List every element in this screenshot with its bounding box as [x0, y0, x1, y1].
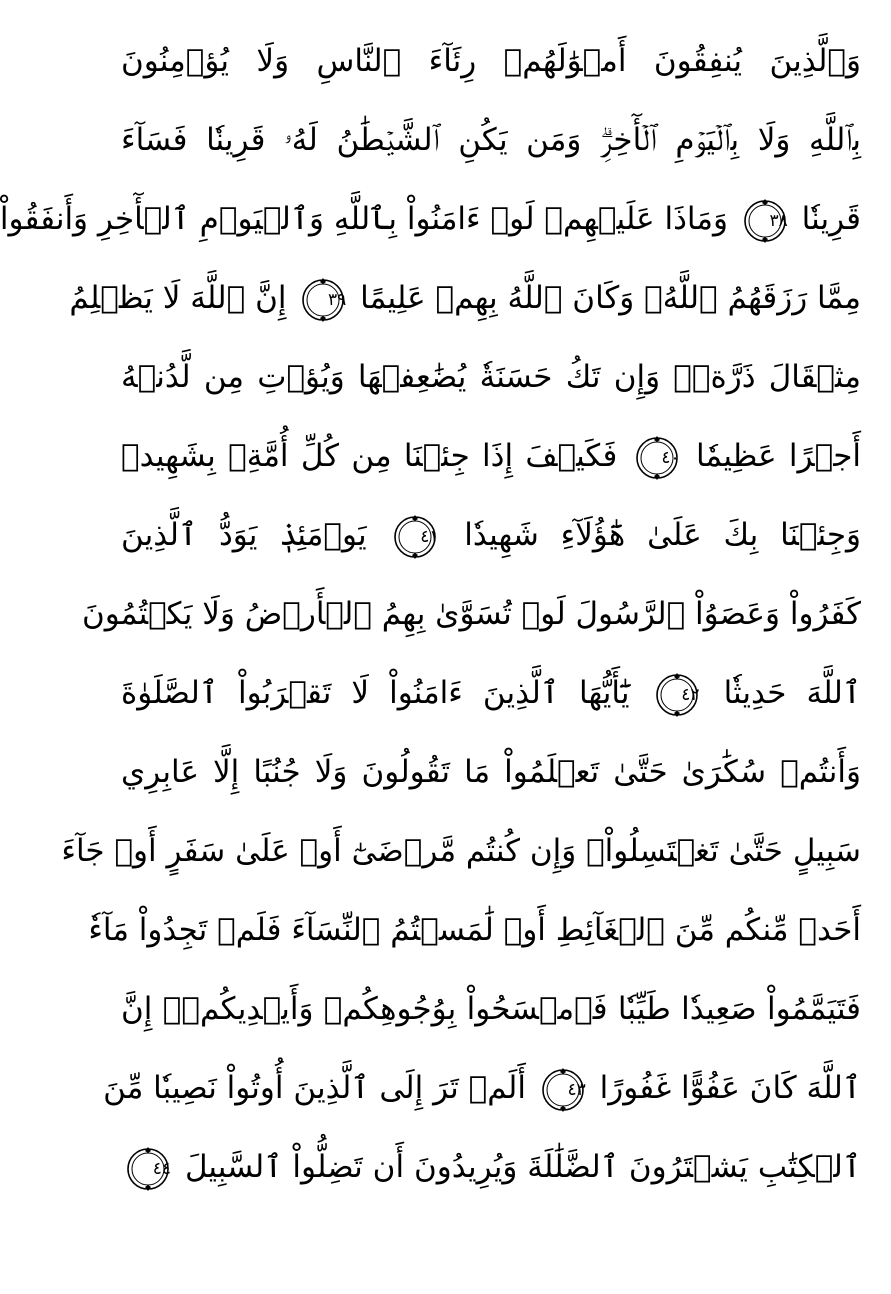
line-text: سَبِيلٍ حَتَّىٰ تَغۡتَسِلُواْۚ وَإِن كُنتُم مَّرۡضَىٰٓ أَوۡ عَلَىٰ سَفَرٍ أَوۡ جَآءَ	[61, 833, 861, 869]
line-text: وَأَنتُمۡ سُكَٰرَىٰ حَتَّىٰ تَعۡلَمُواْ مَا تَقُولُونَ وَلَا جُنُبًا إِلَّا عَابِرِي	[121, 754, 861, 790]
text-line-12	[88, 891, 861, 970]
line-text: مِمَّا رَزَقَهُمُ ٱللَّهُۚ وَكَانَ ٱللَّهُ بِهِمۡ عَلِيمًا	[360, 280, 861, 316]
ayah-end-marker-icon	[654, 672, 700, 718]
line-text: قَرِينٗا	[801, 201, 861, 237]
ayah-number: ٤٢	[681, 684, 700, 705]
line-text-after: يَوۡمَئِذٖ يَوَدُّ ٱلَّذِينَ	[121, 517, 367, 553]
ayah-number: ٣٩	[328, 289, 347, 310]
line-text: أَجۡرًا عَظِيمٗا	[695, 438, 861, 474]
line-text: أَحَدٞ مِّنكُم مِّنَ ٱلۡغَآئِطِ أَوۡ لَٰمَسۡتُمُ ٱلنِّسَآءَ فَلَمۡ تَجِدُواْ مَآءٗ	[88, 912, 861, 948]
text-line-4	[69, 259, 861, 338]
ayah-number: ٣٨	[769, 210, 788, 231]
ayah-end-marker-icon	[125, 1146, 171, 1192]
text-line-14	[103, 1049, 861, 1128]
line-text-after: يَٰٓأَيُّهَا ٱلَّذِينَ ءَامَنُواْ لَا تَقۡرَبُواْ ٱلصَّلَوٰةَ	[121, 675, 630, 711]
text-line-7	[121, 496, 861, 575]
line-text: فَتَيَمَّمُواْ صَعِيدٗا طَيِّبٗا فَٱمۡسَحُواْ بِوُجُوهِكُمۡ وَأَيۡدِيكُمۡۗ إِنَّ	[121, 991, 861, 1027]
ayah-end-marker-icon	[634, 435, 680, 481]
line-text: بِٱللَّهِ وَلَا بِٱلۡيَوۡمِ ٱلۡأٓخِرِۗ وَمَن يَكُنِ ٱلشَّيۡطَٰنُ لَهُۥ قَرِينٗا فَسَآءَ	[121, 122, 861, 158]
line-text: وَجِئۡنَا بِكَ عَلَىٰ هَٰٓؤُلَآءِ شَهِيدٗا	[464, 517, 862, 553]
line-text: ٱللَّهَ كَانَ عَفُوًّا غَفُورًا	[599, 1070, 861, 1106]
line-text: ٱلۡكِتَٰبِ يَشۡتَرُونَ ٱلضَّلَٰلَةَ وَيُرِيدُونَ أَن تَضِلُّواْ ٱلسَّبِيلَ	[184, 1149, 861, 1185]
text-line-15	[121, 1128, 861, 1207]
ayah-end-marker-icon	[742, 198, 788, 244]
line-text: كَفَرُواْ وَعَصَوُاْ ٱلرَّسُولَ لَوۡ تُسَوَّىٰ بِهِمُ ٱلۡأَرۡضُ وَلَا يَكۡتُمُونَ	[82, 596, 861, 632]
ayah-number: ٤١	[420, 526, 439, 547]
text-line-1	[121, 22, 861, 101]
text-line-8	[82, 575, 861, 654]
line-text: وَٱلَّذِينَ يُنفِقُونَ أَمۡوَٰلَهُمۡ رِئَآءَ ٱلنَّاسِ وَلَا يُؤۡمِنُونَ	[121, 43, 861, 79]
text-line-13	[121, 970, 861, 1049]
line-text-after: أَلَمۡ تَرَ إِلَى ٱلَّذِينَ أُوتُواْ نَصِيبٗا مِّنَ	[103, 1070, 526, 1106]
ayah-number: ٤٣	[567, 1079, 586, 1100]
text-line-11	[61, 812, 861, 891]
line-text-after: فَكَيۡفَ إِذَا جِئۡنَا مِن كُلِّ أُمَّةِۭ بِشَهِيدٖ	[121, 438, 618, 474]
ayah-number: ٤٤	[152, 1158, 171, 1179]
ayah-number: ٤٠	[661, 447, 680, 468]
line-text-after: وَمَاذَا عَلَيۡهِمۡ لَوۡ ءَامَنُواْ بِٱللَّهِ وَٱلۡيَوۡمِ ٱلۡأٓخِرِ وَأَنفَقُواْ	[0, 201, 728, 237]
line-text-after: إِنَّ ٱللَّهَ لَا يَظۡلِمُ	[69, 280, 287, 316]
line-text: مِثۡقَالَ ذَرَّةٖۖ وَإِن تَكُ حَسَنَةٗ يُضَٰعِفۡهَا وَيُؤۡتِ مِن لَّدُنۡهُ	[121, 359, 861, 395]
line-text: ٱللَّهَ حَدِيثٗا	[723, 675, 861, 711]
ayah-end-marker-icon	[392, 514, 438, 560]
text-line-2	[121, 101, 861, 180]
text-line-10	[121, 733, 861, 812]
text-line-5	[121, 338, 861, 417]
ayah-end-marker-icon	[300, 277, 346, 323]
ayah-end-marker-icon	[540, 1067, 586, 1113]
text-line-6	[121, 417, 861, 496]
text-line-9	[121, 654, 861, 733]
text-line-3	[0, 180, 861, 259]
